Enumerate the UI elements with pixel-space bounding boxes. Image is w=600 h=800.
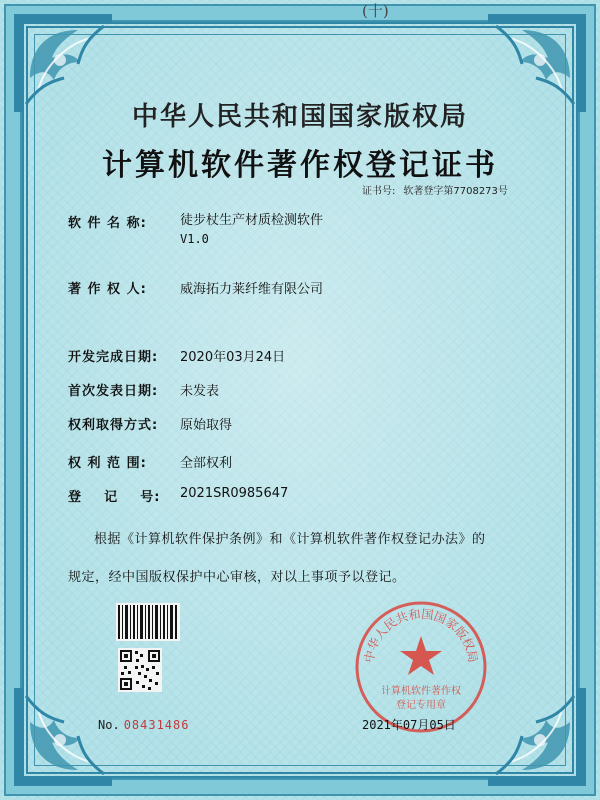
field-value: 全部权利 <box>180 456 233 471</box>
issue-date: 2021年07月05日 <box>362 718 456 732</box>
statement-line-1: 根据《计算机软件保护条例》和《计算机软件著作权登记办法》的 <box>94 532 486 547</box>
certificate-number-value: 软著登字第7708273号 <box>403 186 508 197</box>
field-label: 开发完成日期: <box>68 350 159 365</box>
field-publication-date <box>68 380 219 399</box>
software-version: V1.0 <box>180 232 209 246</box>
field-completion-date <box>68 346 285 365</box>
serial-prefix: No. <box>98 718 120 732</box>
field-registration-number <box>68 486 288 505</box>
certificate-title: 计算机软件著作权登记证书 <box>102 148 498 183</box>
certificate-number-label: 证书号: <box>362 186 396 197</box>
issuer-title: 中华人民共和国国家版权局 <box>131 102 468 132</box>
handwritten-mark: (十) <box>362 2 389 20</box>
field-label: 著 作 权 人: <box>68 282 147 297</box>
corner-ornament-icon <box>482 682 592 792</box>
field-value: 2021SR0985647 <box>180 486 289 501</box>
barcode-icon <box>116 603 180 641</box>
seal-inner-line-2: 登记专用章 <box>396 700 446 711</box>
field-label: 首次发表日期: <box>68 384 159 399</box>
serial-value: 08431486 <box>123 718 190 732</box>
qr-code-icon <box>118 648 162 692</box>
field-value: 威海拓力莱纤维有限公司 <box>180 282 324 297</box>
field-value: 徒步杖生产材质检测软件 <box>180 213 324 228</box>
statement-line-2: 规定，经中国版权保护中心审核，对以上事项予以登记。 <box>68 570 406 585</box>
field-label: 软 件 名 称: <box>68 216 147 231</box>
field-label: 权利取得方式: <box>68 418 159 433</box>
certificate-number <box>362 182 508 197</box>
field-label: 权 利 范 围: <box>68 456 147 471</box>
seal-outer-text: 中华人民共和国国家版权局 <box>361 606 481 664</box>
field-value: 原始取得 <box>180 418 233 433</box>
field-value: 2020年03月24日 <box>180 350 286 365</box>
field-rights-scope <box>68 452 232 471</box>
field-copyright-owner <box>68 278 323 297</box>
seal-inner-line-1: 计算机软件著作权 <box>381 686 461 697</box>
field-acquisition-method <box>68 414 232 433</box>
corner-ornament-icon <box>8 682 118 792</box>
field-software-name <box>68 212 323 248</box>
field-label: 登 记 号: <box>68 490 161 505</box>
field-value: 未发表 <box>180 384 220 399</box>
serial-number <box>98 718 189 732</box>
